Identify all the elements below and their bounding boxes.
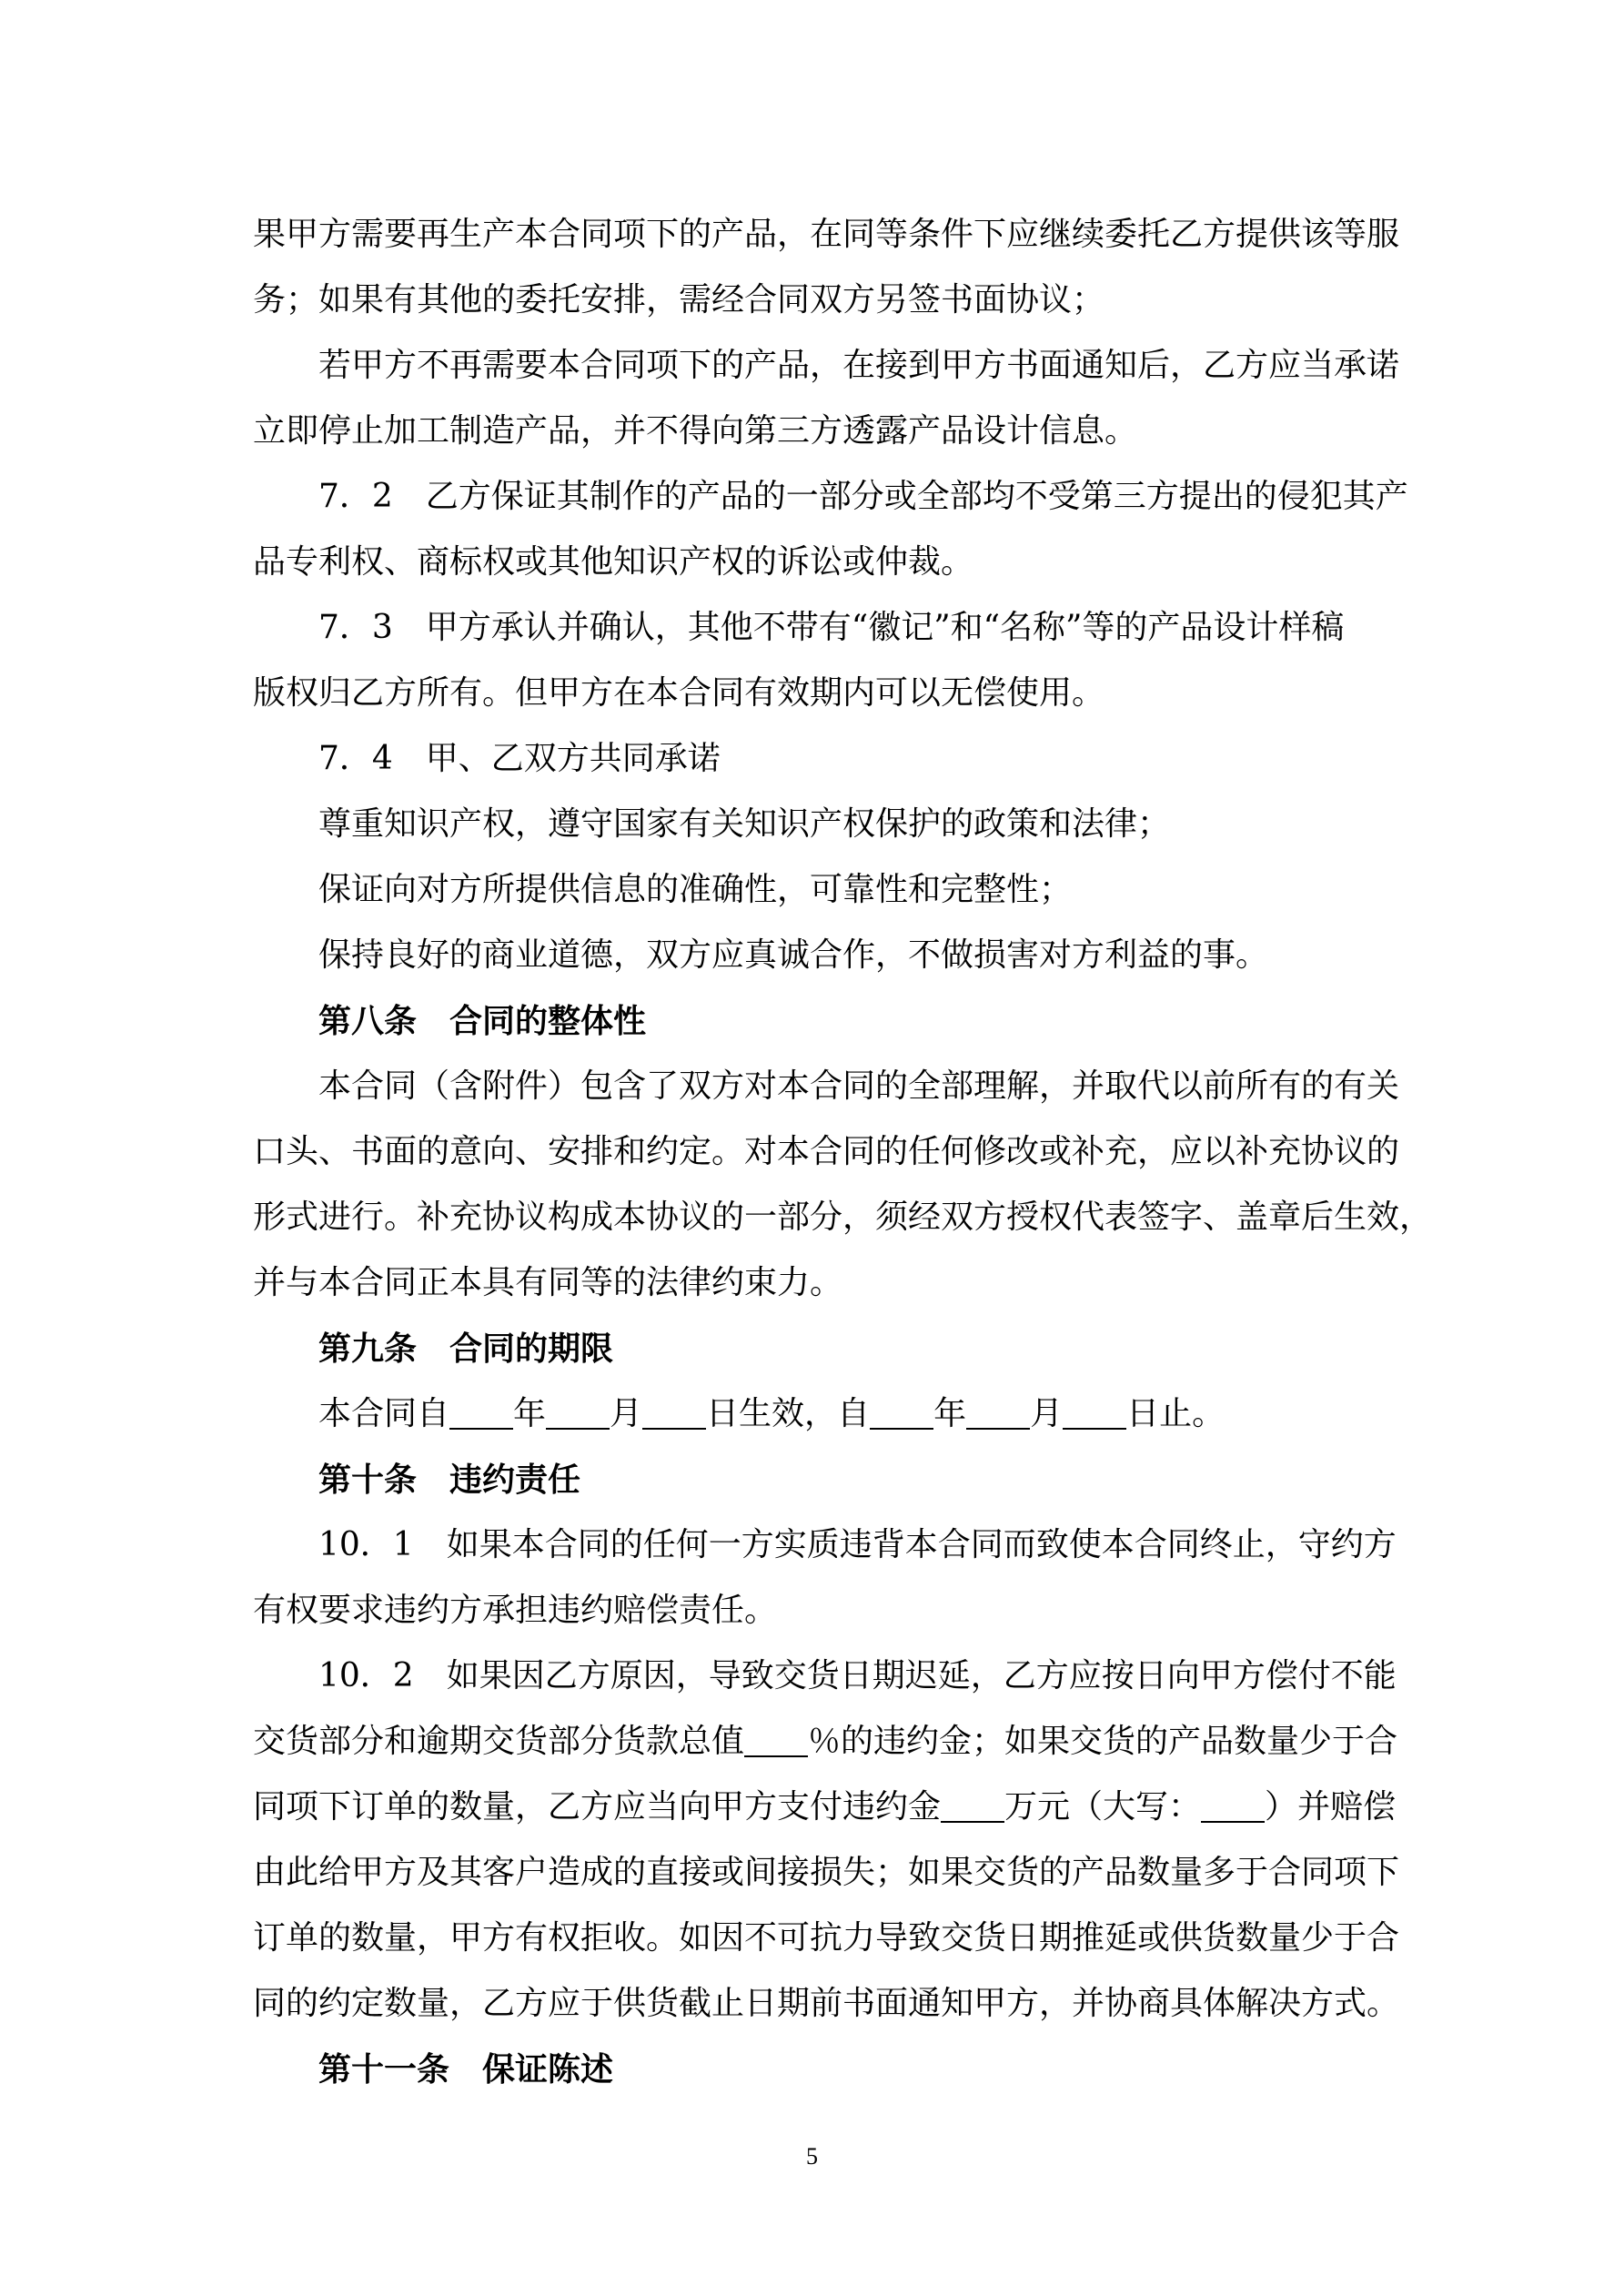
text-line: 尊重知识产权，遵守国家有关知识产权保护的政策和法律；: [318, 805, 1171, 843]
article-8-heading: 第八条 合同的整体性: [318, 1002, 647, 1040]
text-segment: 同项下订单的数量，乙方应当向甲方支付违约金: [253, 1788, 942, 1826]
term-text: 本合同自: [318, 1395, 450, 1432]
contract-term-line: [253, 1381, 1390, 1447]
clause-7-3: 7．3 甲方承认并确认，其他不带有“徽记”和“名称”等的产品设计样稿: [318, 609, 1345, 646]
clause-10-2: 10．2 如果因乙方原因，导致交货日期迟延，乙方应按日向甲方偿付不能: [318, 1657, 1397, 1694]
text-line: 保持良好的商业道德，双方应真诚合作，不做损害对方利益的事。: [318, 936, 1269, 974]
text-line: 若甲方不再需要本合同项下的产品，在接到甲方书面通知后，乙方应当承诺: [318, 347, 1400, 384]
contract-body: [253, 202, 1433, 2102]
text-line: [253, 1709, 1398, 1775]
text-line: 版权归乙方所有。但甲方在本合同有效期内可以无偿使用。: [253, 674, 1105, 712]
term-text: 日止。: [1126, 1395, 1226, 1432]
term-text: 月: [1030, 1395, 1064, 1432]
text-line: 本合同（含附件）包含了双方对本合同的全部理解，并取代以前所有的有关: [318, 1067, 1400, 1105]
text-line: 同的约定数量，乙方应于供货截止日期前书面通知甲方，并协商具体解决方式。: [253, 1985, 1400, 2022]
text-line: 有权要求违约方承担违约赔偿责任。: [253, 1592, 778, 1629]
term-text: 年: [933, 1395, 967, 1432]
term-text: 月: [610, 1395, 643, 1432]
term-text: 日生效，自: [706, 1395, 871, 1432]
article-10-heading: 第十条 违约责任: [318, 1461, 581, 1499]
clause-7-2: 7．2 乙方保证其制作的产品的一部分或全部均不受第三方提出的侵犯其产: [318, 478, 1408, 515]
end-day-blank: [1063, 1391, 1126, 1430]
penalty-amount-blank: [941, 1785, 1004, 1823]
text-line: 保证向对方所提供信息的准确性，可靠性和完整性；: [318, 871, 1073, 908]
text-line: 订单的数量，甲方有权拒收。如因不可抗力导致交货日期推延或供货数量少于合: [253, 1919, 1400, 1957]
start-day-blank: [642, 1391, 706, 1430]
text-line: 立即停止加工制造产品，并不得向第三方透露产品设计信息。: [253, 412, 1138, 450]
article-9-heading: 第九条 合同的期限: [318, 1330, 614, 1368]
text-line: 形式进行。补充协议构成本协议的一部分，须经双方授权代表签字、盖章后生效，: [253, 1199, 1433, 1236]
start-month-blank: [546, 1391, 610, 1430]
text-line: 品专利权、商标权或其他知识产权的诉讼或仲裁。: [253, 543, 974, 581]
text-line: 果甲方需要再生产本合同项下的产品，在同等条件下应继续委托乙方提供该等服: [253, 216, 1400, 253]
start-year-blank: [449, 1391, 513, 1430]
clause-10-1: 10．1 如果本合同的任何一方实质违背本合同而致使本合同终止，守约方: [318, 1526, 1397, 1563]
text-line: 务；如果有其他的委托安排，需经合同双方另签书面协议；: [253, 281, 1105, 319]
text-line: 并与本合同正本具有同等的法律约束力。: [253, 1264, 843, 1301]
end-year-blank: [870, 1391, 933, 1430]
page-number: 5: [806, 2143, 818, 2170]
term-text: 年: [513, 1395, 547, 1432]
text-segment: ％的违约金；如果交货的产品数量少于合: [808, 1723, 1398, 1760]
penalty-percent-blank: [744, 1719, 808, 1757]
end-month-blank: [966, 1391, 1030, 1430]
article-11-heading: 第十一条 保证陈述: [318, 2050, 614, 2089]
amount-in-words-blank: [1201, 1785, 1265, 1823]
text-segment: 万元（大写：: [1004, 1788, 1202, 1826]
text-segment: 交货部分和逾期交货部分货款总值: [253, 1723, 745, 1760]
text-segment: ）并赔偿: [1265, 1788, 1397, 1826]
text-line: 由此给甲方及其客户造成的直接或间接损失；如果交货的产品数量多于合同项下: [253, 1854, 1400, 1891]
clause-7-4: 7．4 甲、乙双方共同承诺: [318, 740, 721, 777]
text-line: 口头、书面的意向、安排和约定。对本合同的任何修改或补充，应以补充协议的: [253, 1133, 1400, 1170]
text-line: [253, 1775, 1397, 1840]
